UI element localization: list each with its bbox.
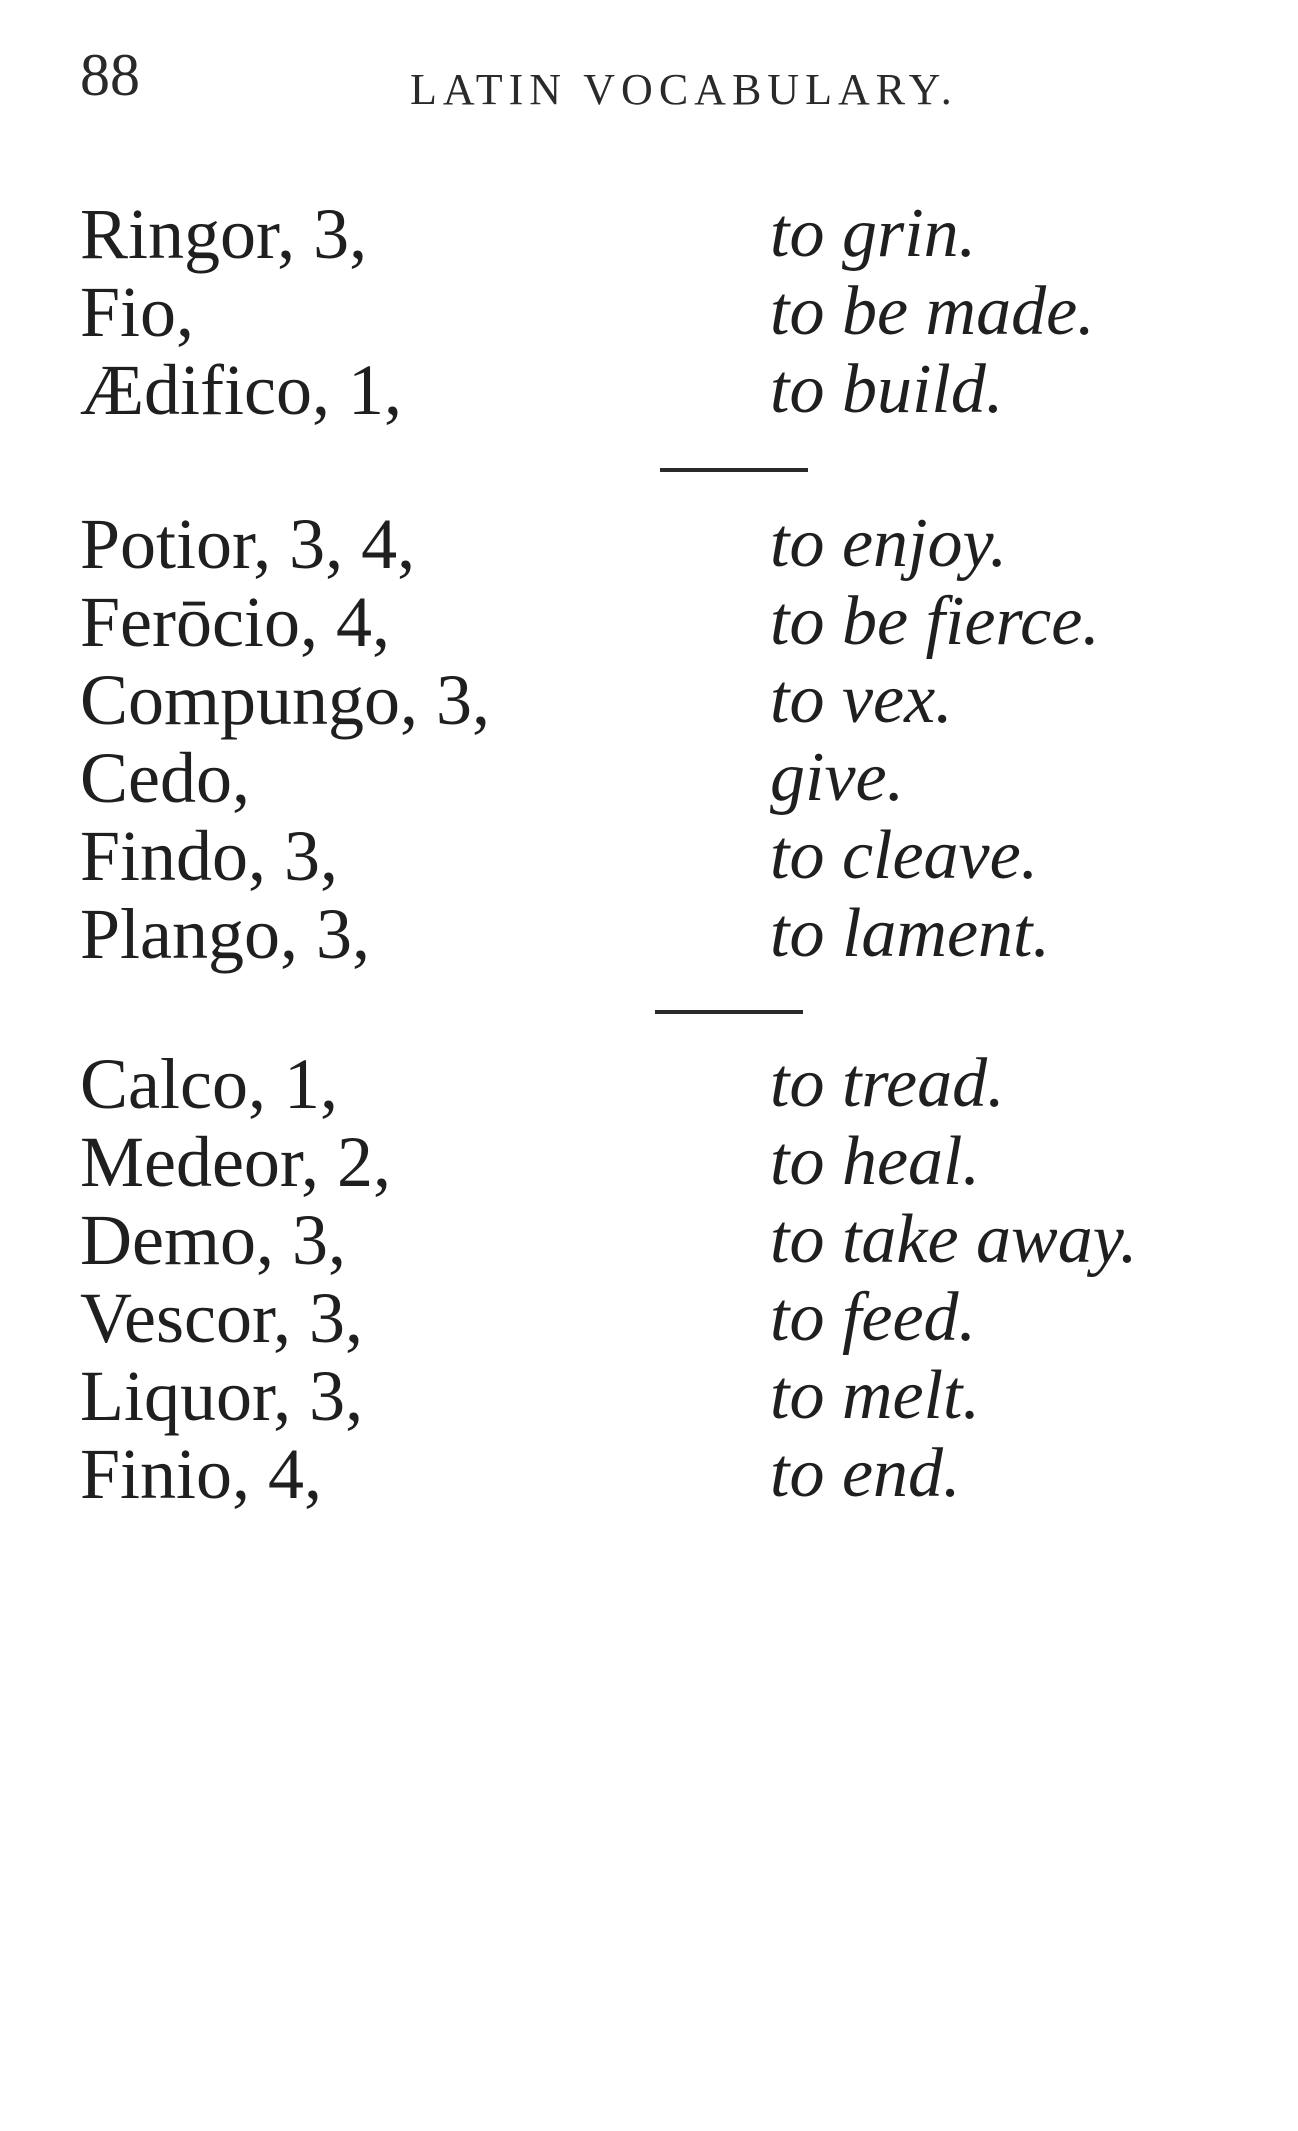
- english-meaning: to lament.: [770, 895, 1050, 972]
- latin-word: Liquor, 3,: [80, 1356, 364, 1436]
- latin-word: Findo, 3,: [80, 816, 339, 896]
- vocabulary-entry: [80, 505, 1200, 583]
- english-meaning: to melt.: [770, 1357, 980, 1434]
- english-meaning: to heal.: [770, 1123, 980, 1200]
- vocabulary-entry: [80, 661, 1200, 739]
- latin-word: Finio, 4,: [80, 1434, 323, 1514]
- english-meaning: to cleave.: [770, 817, 1039, 894]
- vocabulary-entry: [80, 1201, 1200, 1279]
- latin-word: Ferōcio, 4,: [80, 582, 390, 662]
- latin-word: Ædifico, 1,: [80, 350, 402, 430]
- vocabulary-entry: [80, 273, 1200, 351]
- english-meaning: give.: [770, 739, 905, 816]
- vocabulary-entry: [80, 895, 1200, 973]
- english-meaning: to be made.: [770, 273, 1095, 350]
- vocabulary-entry: [80, 817, 1200, 895]
- page-number: 88: [80, 42, 140, 108]
- english-meaning: to feed.: [770, 1279, 977, 1356]
- english-meaning: to grin.: [770, 195, 977, 272]
- latin-word: Potior, 3, 4,: [80, 504, 416, 584]
- vocabulary-entry: [80, 1435, 1200, 1513]
- vocabulary-entry: [80, 351, 1200, 429]
- running-title: LATIN VOCABULARY.: [410, 65, 958, 114]
- latin-word: Plango, 3,: [80, 894, 371, 974]
- vocabulary-entry: [80, 1045, 1200, 1123]
- latin-word: Fio,: [80, 272, 195, 352]
- latin-word: Medeor, 2,: [80, 1122, 392, 1202]
- page-header: [80, 40, 1180, 120]
- section-divider: [660, 468, 808, 472]
- vocabulary-entry: [80, 739, 1200, 817]
- english-meaning: to end.: [770, 1435, 961, 1512]
- vocabulary-group-1: [80, 195, 1200, 429]
- english-meaning: to enjoy.: [770, 505, 1008, 582]
- english-meaning: to be fierce.: [770, 583, 1100, 660]
- latin-word: Cedo,: [80, 738, 250, 818]
- vocabulary-group-2: [80, 505, 1200, 973]
- latin-word: Compungo, 3,: [80, 660, 491, 740]
- vocabulary-entry: [80, 583, 1200, 661]
- vocabulary-entry: [80, 1279, 1200, 1357]
- section-divider: [655, 1010, 803, 1014]
- vocabulary-entry: [80, 1123, 1200, 1201]
- english-meaning: to vex.: [770, 661, 953, 738]
- english-meaning: to take away.: [770, 1201, 1138, 1278]
- english-meaning: to build.: [770, 351, 1004, 428]
- vocabulary-entry: [80, 1357, 1200, 1435]
- latin-word: Ringor, 3,: [80, 194, 368, 274]
- english-meaning: to tread.: [770, 1045, 1005, 1122]
- vocabulary-entry: [80, 195, 1200, 273]
- latin-word: Demo, 3,: [80, 1200, 346, 1280]
- latin-word: Vescor, 3,: [80, 1278, 364, 1358]
- latin-word: Calco, 1,: [80, 1044, 338, 1124]
- vocabulary-group-3: [80, 1045, 1200, 1513]
